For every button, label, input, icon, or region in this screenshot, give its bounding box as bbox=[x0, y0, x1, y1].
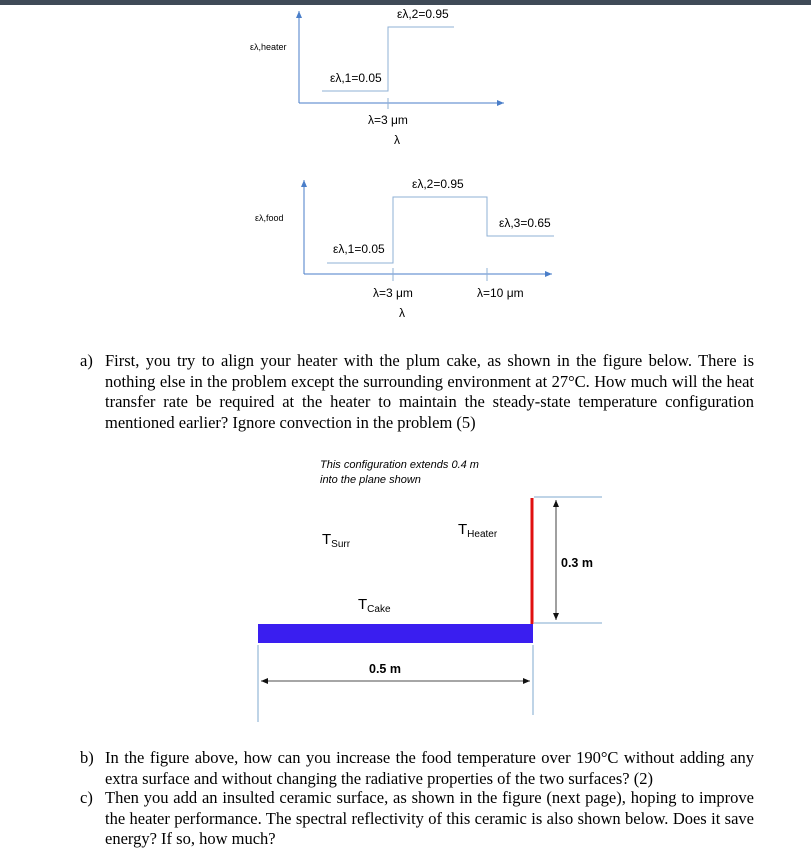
food-plot-eps2-label: ελ,2=0.95 bbox=[412, 177, 464, 191]
t-cake-subscript: Cake bbox=[367, 604, 391, 615]
config-note bbox=[320, 458, 479, 488]
question-c-text: Then you add an insulted ceramic surface, as shown in the figure (next page), hoping to improve the heater performance. The spectral reflectivity of this ceramic is also shown below. Does it save energy? If so, how much? bbox=[105, 788, 754, 848]
food-plot-cutoff1-label: λ=3 μm bbox=[373, 286, 413, 300]
question-c bbox=[80, 788, 760, 851]
t-heater-label bbox=[458, 521, 497, 540]
question-a-letter: a) bbox=[80, 351, 93, 370]
food-emissivity-plot bbox=[304, 180, 554, 281]
config-note-line1: This configuration extends 0.4 m bbox=[320, 459, 479, 471]
food-plot-y-label: ελ,food bbox=[255, 213, 284, 223]
height-dimension-label: 0.3 m bbox=[561, 556, 593, 570]
heater-plot-y-label: ελ,heater bbox=[250, 42, 287, 52]
t-cake-label bbox=[358, 596, 391, 615]
t-surr-subscript: Surr bbox=[331, 539, 351, 550]
question-b-text: In the figure above, how can you increase the food temperature over 190°C without adding any extra surface and without changing the radiative properties of the two surfaces? (2) bbox=[105, 748, 754, 788]
heater-plot-eps1-label: ελ,1=0.05 bbox=[330, 71, 382, 85]
t-heater-symbol: T bbox=[458, 521, 468, 538]
question-b-letter: b) bbox=[80, 748, 94, 767]
t-surr-label bbox=[322, 531, 350, 550]
t-surr-symbol: T bbox=[322, 531, 332, 548]
config-note-line2: into the plane shown bbox=[320, 474, 421, 486]
width-dimension-label: 0.5 m bbox=[369, 662, 401, 676]
t-heater-subscript: Heater bbox=[467, 529, 498, 540]
config-figure bbox=[258, 497, 602, 722]
food-plot-cutoff2-label: λ=10 μm bbox=[477, 286, 524, 300]
food-plot-x-label: λ bbox=[399, 306, 405, 320]
heater-plot-cutoff-label: λ=3 μm bbox=[368, 113, 408, 127]
question-a bbox=[80, 351, 760, 435]
heater-emissivity-plot bbox=[299, 11, 504, 109]
food-plot-eps1-label: ελ,1=0.05 bbox=[333, 242, 385, 256]
question-b bbox=[80, 748, 760, 790]
question-c-letter: c) bbox=[80, 788, 93, 807]
plum-cake-surface bbox=[258, 624, 533, 643]
question-a-text: First, you try to align your heater with the plum cake, as shown in the figure below. There is nothing else in the problem except the surrounding environment at 27°C. How much will the heat transfer rate be required at the heater to maintain the steady-state temperature configuration mentioned earlier? Ignore convection in the problem (5) bbox=[105, 351, 754, 432]
t-cake-symbol: T bbox=[358, 596, 368, 613]
food-plot-eps3-label: ελ,3=0.65 bbox=[499, 216, 551, 230]
heater-plot-x-label: λ bbox=[394, 133, 400, 147]
heater-plot-eps2-label: ελ,2=0.95 bbox=[397, 7, 449, 21]
